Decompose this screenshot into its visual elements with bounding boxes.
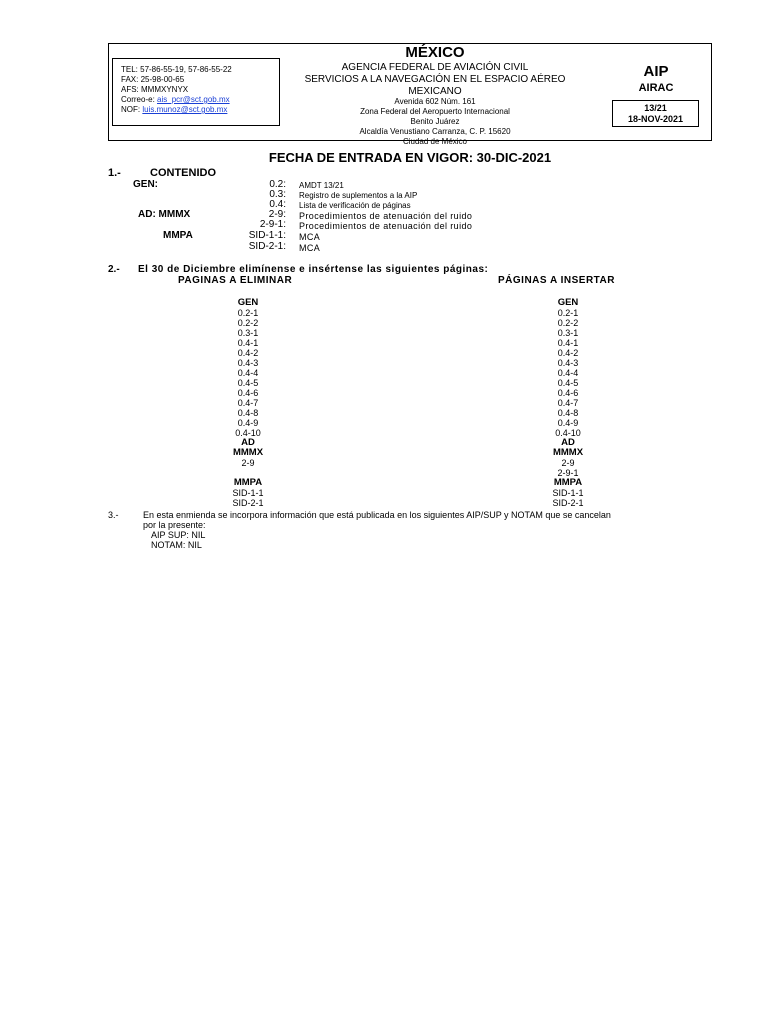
remove-pages-list <box>203 298 293 508</box>
page-group-label: MMPA <box>553 477 583 488</box>
agency-line-1: AGENCIA FEDERAL DE AVIACIÓN CIVIL <box>341 62 529 73</box>
nof-email-link[interactable]: luis.munoz@sct.gob.mx <box>142 105 228 114</box>
page-entry: 0.4-4 <box>557 368 579 378</box>
page-group-label: MMPA <box>233 477 263 488</box>
section-3-line-2: por la presente: <box>143 520 206 530</box>
page-entry: 2-9 <box>241 458 255 468</box>
page-entry: SID-1-1 <box>552 488 584 498</box>
contents-description: Procedimientos de atenuación del ruido <box>299 211 473 221</box>
contents-page-ref: 0.2: <box>269 179 286 190</box>
page-entry: SID-1-1 <box>232 488 264 498</box>
page-group-label: MMMX <box>552 447 584 458</box>
section-3-number: 3.- <box>108 510 119 520</box>
aip-sup-line: AIP SUP: NIL <box>151 530 206 540</box>
contents-group-label: GEN: <box>133 179 158 190</box>
contents-description: Registro de suplementos a la AIP <box>299 191 418 200</box>
contents-page-ref: SID-2-1: <box>248 241 286 252</box>
page-entry: 0.4-2 <box>237 348 259 358</box>
contents-page-ref: 2-9-1: <box>259 219 286 230</box>
amendment-number: 13/21 <box>644 103 667 113</box>
page-entry: 0.4-6 <box>557 388 579 398</box>
email-link[interactable]: ais_pcr@sct.gob.mx <box>157 95 230 104</box>
airac-label: AIRAC <box>638 82 674 94</box>
amendment-date: 18-NOV-2021 <box>627 114 684 124</box>
insert-pages-header: PÁGINAS A INSERTAR <box>498 275 615 286</box>
remove-pages-header: PAGINAS A ELIMINAR <box>178 275 293 286</box>
page-entry: 0.4-4 <box>237 368 259 378</box>
contact-box <box>112 58 280 126</box>
contents-page-ref: 0.4: <box>269 199 286 210</box>
page-group-label: GEN <box>557 297 579 308</box>
section-1-title: CONTENIDO <box>150 167 216 179</box>
page-entry: 0.4-10 <box>235 428 261 438</box>
page-group-label: MMMX <box>232 447 264 458</box>
contents-page-ref: SID-1-1: <box>248 230 286 241</box>
agency-line-3: MEXICANO <box>408 86 462 97</box>
contents-group-label: AD: MMMX <box>138 209 191 220</box>
page-entry: SID-2-1 <box>552 498 584 508</box>
agency-name <box>280 62 590 98</box>
page-entry: 0.4-1 <box>557 338 579 348</box>
aip-label: AIP <box>643 63 669 80</box>
page-entry: 0.4-5 <box>237 378 259 388</box>
page-entry: 0.4-9 <box>237 418 259 428</box>
notam-line: NOTAM: NIL <box>151 540 202 550</box>
page-entry: 0.2-1 <box>557 308 579 318</box>
page-entry: 0.4-2 <box>557 348 579 358</box>
tel-line: TEL: 57-86-55-19, 57-86-55-22 <box>121 65 232 74</box>
page-entry: 0.4-7 <box>557 398 579 408</box>
page-entry: 0.2-2 <box>557 318 579 328</box>
page-entry: 2-9 <box>561 458 575 468</box>
contents-page-ref: 0.3: <box>269 189 286 200</box>
address-line-1: Avenida 602 Núm. 161 <box>394 97 476 106</box>
insert-pages-list <box>523 298 613 508</box>
agency-line-2: SERVICIOS A LA NAVEGACIÓN EN EL ESPACIO AÉREO <box>304 74 566 85</box>
page-entry: 0.3-1 <box>237 328 259 338</box>
contents-description: Lista de verificación de páginas <box>299 201 411 210</box>
contents-description: MCA <box>299 243 321 253</box>
nof-line <box>121 105 279 115</box>
email-line <box>121 95 279 105</box>
nof-label: NOF: <box>121 105 143 114</box>
page-entry: SID-2-1 <box>232 498 264 508</box>
contents-description: Procedimientos de atenuación del ruido <box>299 221 473 231</box>
page-entry: 0.4-3 <box>237 358 259 368</box>
page-entry: 0.4-6 <box>237 388 259 398</box>
afs-line: AFS: MMMXYNYX <box>121 85 189 94</box>
effective-date: FECHA DE ENTRADA EN VIGOR: 30-DIC-2021 <box>268 150 552 165</box>
page-entry: 2-9-1 <box>557 468 579 478</box>
fax-line: FAX: 25-98-00-65 <box>121 75 185 84</box>
page-entry: 0.4-8 <box>557 408 579 418</box>
contents-description: AMDT 13/21 <box>299 181 344 190</box>
address-line-2: Zona Federal del Aeropuerto Internacional <box>360 107 510 116</box>
contents-description: MCA <box>299 232 321 242</box>
page-entry: 0.2-1 <box>237 308 259 318</box>
page-entry: 0.3-1 <box>557 328 579 338</box>
page-entry: 0.4-7 <box>237 398 259 408</box>
address-line-4: Alcaldía Venustiano Carranza, C. P. 15620 <box>359 127 511 136</box>
section-3-line-1: En esta enmienda se incorpora información que está publicada en los siguientes AIP/SUP y NOTAM que se cancelan <box>143 510 611 520</box>
section-1-number: 1.- <box>108 167 121 179</box>
amendment-box <box>612 100 699 127</box>
page-entry: 0.4-3 <box>557 358 579 368</box>
email-label: Correo-e: <box>121 95 158 104</box>
page-entry: 0.4-5 <box>557 378 579 388</box>
page-entry: 0.2-2 <box>237 318 259 328</box>
page-entry: 0.4-10 <box>555 428 581 438</box>
agency-address <box>280 97 590 147</box>
page-group-label: AD <box>561 437 575 448</box>
contents-group-label: MMPA <box>163 230 193 241</box>
address-line-5: Ciudad de México <box>402 137 468 146</box>
page-group-label: GEN <box>237 297 259 308</box>
section-2-title: El 30 de Diciembre elimínense e insértense las siguientes páginas: <box>138 264 489 275</box>
page-entry: 0.4-9 <box>557 418 579 428</box>
page-entry: 0.4-8 <box>237 408 259 418</box>
page-group-label: AD <box>241 437 255 448</box>
country-title: MÉXICO <box>405 44 465 61</box>
address-line-3: Benito Juárez <box>410 117 460 126</box>
section-2-number: 2.- <box>108 264 120 275</box>
contents-page-ref: 2-9: <box>268 209 286 220</box>
page-entry: 0.4-1 <box>237 338 259 348</box>
